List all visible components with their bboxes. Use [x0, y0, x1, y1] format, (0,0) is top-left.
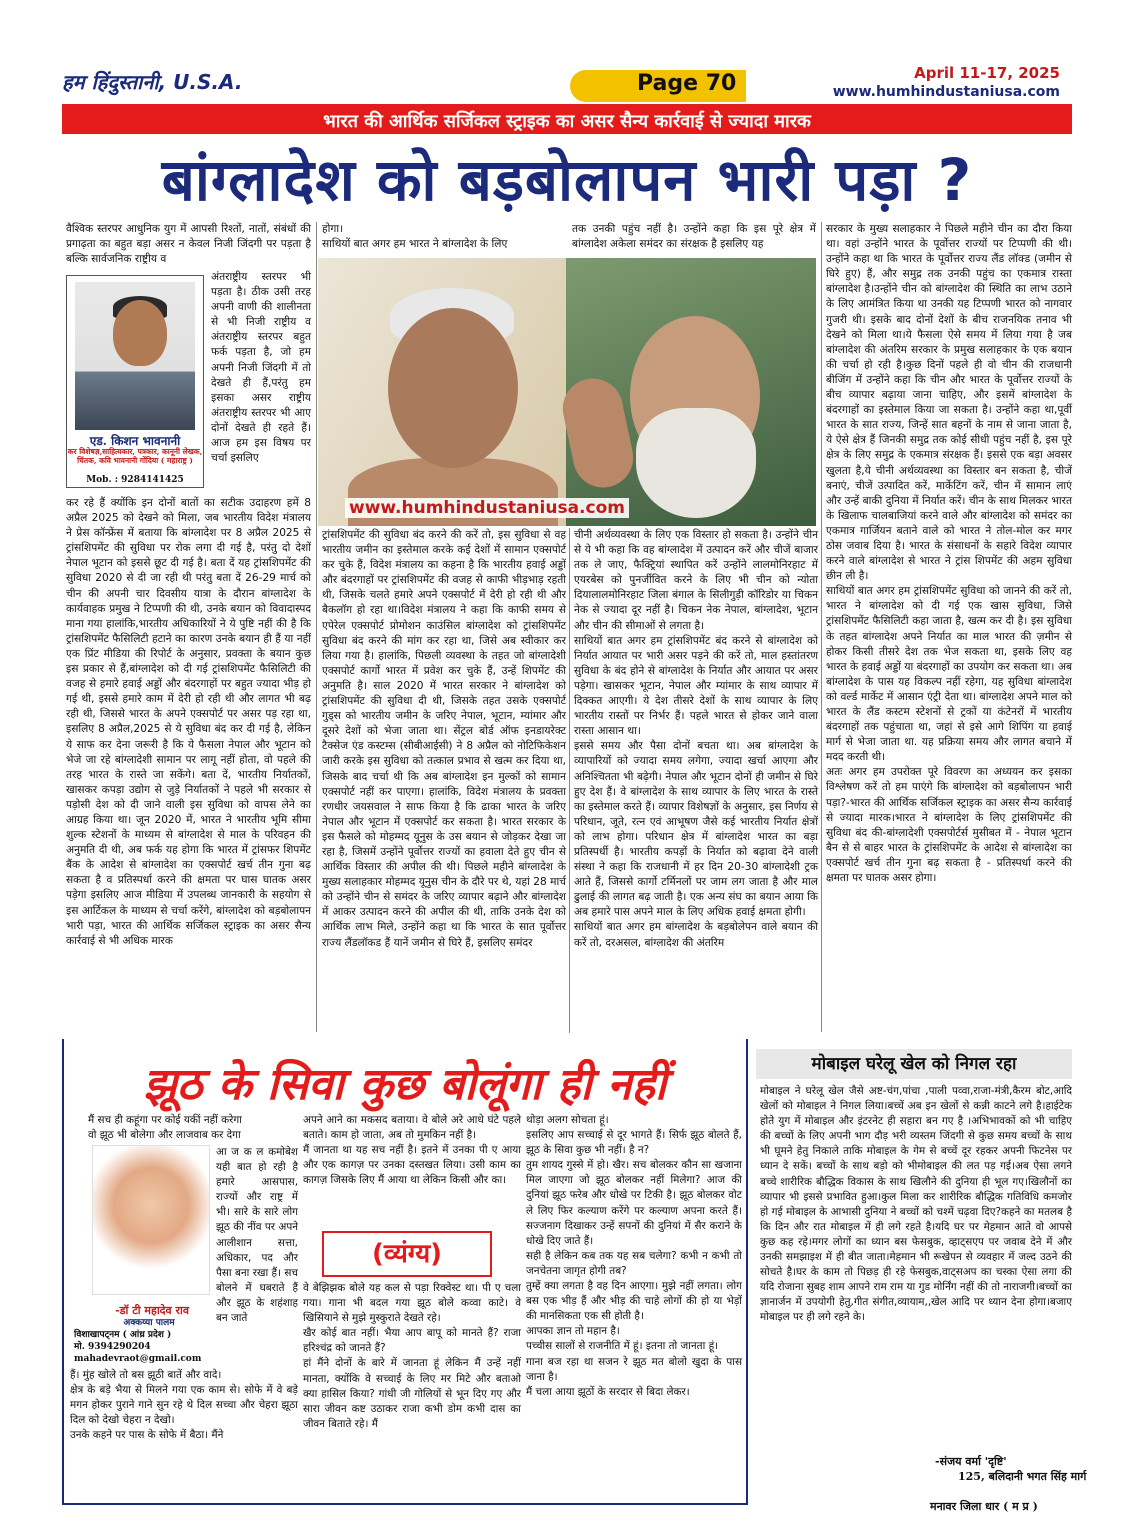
author-photo	[75, 282, 195, 430]
satire-tag: (व्यंग्य)	[322, 1231, 492, 1277]
author-name: एड. किशन भावनानी	[89, 434, 181, 448]
column-divider	[316, 222, 317, 1032]
satire-col2-bottom: वे बेझिझक बोले यह कल से पड़ा रिक्वेस्ट था। पी ए चला गया। गाना भी बदल गया झूठ बोले कव्वा काटे। वे खिसियाने से मुझे मुस्कुराते देखते रहे। खैर कोई बात नहीं। भैया आप बापू को मानते हैं? राजा हरिश्चंद्र को जानते हैं? हां मैंने दोनों के बारे में जानता हूं लेकिन मैं उन्हें नहीं मानता, क्योंकि वे सच्चाई के लिए मर मिटे और बताओ क्या हासिल किया? गांधी जी गोलियों से भून दिए गए और सारा जीवन कष्ट उठाकर राजा कभी डोम कभी दास का जीवन बिताते रहे। मैं	[303, 1282, 521, 1430]
col3-top: तक उनकी पहुंच नहीं है। उन्होंने कहा कि इस पूरे क्षेत्र में बांग्लादेश अकेला समंदर का संरक्षक है इसलिए यह	[572, 223, 816, 251]
col2-bottom: ट्रांसशिपमेंट की सुविधा बंद करने की करें तो, इस सुविधा से वह भारतीय जमीन का इस्तेमाल करके कई देशों में सामान एक्सपोर्ट कर चुके हैं, विदेश मंत्रालय का कहना है कि भारतीय हवाई अड्डों और बंदरगाहों पर ट्रांसशिपमेंट की वजह से काफी भीड़भाड़ रहती थी, जिसके चलते हमारे अपने एक्सपोर्ट में देरी हो रही थी और बैकलॉग हो रहा था।विदेश मंत्रालय ने कहा कि काफी समय से एपेरेल एक्सपोर्ट प्रोमोशन काउंसिल बांग्लादेश को ट्रांसशिपमेंट सुविधा बंद करने की मांग कर रहा था, जिसे अब स्वीकार कर लिया गया है। हालांकि, पिछली व्यवस्था के तहत जो बांग्लादेशी एक्सपोर्ट कार्गो भारत में प्रवेश कर चुके हैं, उन्हें शिपमेंट की अनुमति है। साल 2020 में भारत सरकार ने बांग्लादेश को ट्रांसशिपमेंट की सुविधा दी थी, जिसके तहत उसके एक्सपोर्ट गुड्स को भारतीय जमीन के जरिए नेपाल, भूटान, म्यांमार और दूसरे देशों को भेजा जाता था। सेंट्रल बोर्ड ऑफ इनडायरेक्ट टैक्सेज एंड कस्टम्स (सीबीआईसी) ने 8 अप्रैल को नोटिफिकेशन जारी करके इस सुविधा को तत्काल प्रभाव से खत्म कर दिया था, जिसके बाद चर्चा थी कि अब बांग्लादेश इन मुल्कों को सामान एक्सपोर्ट नहीं कर पाएगा। हालांकि, विदेश मंत्रालय के प्रवक्ता रणधीर जयसवाल ने साफ किया है कि ढाका भारत के जरिए नेपाल और भूटान में एक्सपोर्ट कर सकता है। भारत सरकार के इस फैसले को मोहम्मद यूनुस के उस बयान से जोड़कर देखा जा रहा है, जिसमें उन्होंने पूर्वोत्तर राज्यों का हवाला देते हुए चीन से आर्थिक विस्तार की अपील की थी। पिछले महीने बांग्लादेश के मुख्य सलाहकार मोहम्मद यूनुस चीन के दौरे पर थे, यहां 28 मार्च को उन्होंने चीन से समंदर के जरिए व्यापार बढ़ाने और बांग्लादेश में आकर उत्पादन करने की अपील की थी, ताकि उनके देश को आर्थिक लाभ मिले, उन्होंने कहा था कि भारत के सात पूर्वोत्तर राज्य लैंडलॉकड हैं यानें जमीन से घिरे हैं, इसलिए समंदर	[322, 529, 566, 949]
col1-top: वैश्विक स्तरपर आधुनिक युग में आपसी रिश्तों, नातों, संबंधों की प्रगाढ़ता का बहुत बड़ा असर न केवल निजी जिंदगी पर पड़ता है बल्कि सार्वजनिक राष्ट्रीय व	[66, 223, 311, 266]
col4: सरकार के मुख्य सलाहकार ने पिछले महीने चीन का दौरा किया था। वहां उन्होंने भारत के पूर्वोत्तर राज्यों पर टिप्पणी की थी। उन्होंने कहा था कि भारत के पूर्वोत्तर राज्य लैंड लॉक्ड (जमीन से घिरे हुए) हैं, और समुद्र तक उनकी पहुंच का एकमात्र रास्ता बांग्लादेश है।उन्होंने चीन को बांग्लादेश की स्थिति का लाभ उठाने के लिए आमंत्रित किया था उनकी यह टिप्पणी भारत को नागवार गुजरी थी। इसके बाद दोनों देशों के बीच राजनयिक तनाव भी देखने को मिला था।ये फैसला ऐसे समय में लिया गया है जब बांग्लादेश की अंतरिम सरकार के प्रमुख सलाहकार के एक बयान की चर्चा हो रही है।कुछ दिनों पहले ही वो चीन की राजधानी बीजिंग में उन्होंने कहा कि चीन और भारत के पूर्वोत्तर राज्यों के बीच व्यापार बढ़ाया जाना चाहिए, और इसमें बांग्लादेश के बंदरगाहों का इस्तेमाल किया जा सकता है। उन्होंने कहा था,पूर्वी भारत के सात राज्य, जिन्हें सात बहनों के नाम से जाना जाता है, ये ऐसे क्षेत्र हैं जिनकी समुद्र तक कोई सीधी पहुंच नहीं है, इस पूरे क्षेत्र के लिए समुद्र के एकमात्र संरक्षक हैं। इससे एक बड़ा अवसर खुलता है,ये चीनी अर्थव्यवस्था का विस्तार बन सकता है, चीजें बनाएं, चीजें उत्पादित करें, मार्केटिंग करें, चीन में सामान लाएं और उन्हें बाकी दुनिया में निर्यात करें। चीन के साथ मिलकर भारत के खिलाफ चालबाजियां करने वाले और बांग्लादेश को समंदर का एकमात्र गार्जियन बताने वाले को भारत ने तोल-मोल कर मगर ठोस जवाब दिया है। भारत के संसाधनों के सहारे विदेश व्यापार करने वाले बांग्लादेश से भारत ने ट्रांस शिपमेंट की अहम सुविधा छीन ली है। साथियों बात अगर हम ट्रांसशिपमेंट सुविधा को जानने की करें तो, भारत ने बांग्लादेश को दी गई एक खास सुविधा, जिसे ट्रांसशिपमेंट फैसिलिटी कहा जाता है, खत्म कर दी है। इस सुविधा के तहत बांग्लादेश अपने निर्यात का माल भारत की ज़मीन से होकर किसी तीसरे देश तक भेज सकता था, इसके लिए वह भारत के हवाई अड्डों या बंदरगाहों का उपयोग कर सकता था। अब बांग्लादेश के पास यह विकल्प नहीं रहेगा, यह सुविधा बांग्लादेश को वर्ल्ड मार्केट में आसान एंट्री देता था। बांग्लादेश अपने माल को भारत के लैंड कस्टम स्टेशनों से ट्रकों या कंटेनरों में भारतीय बंदरगाहों तक पहुंचाता था, जहां से इसे आगे शिपिंग या हवाई मार्ग से भेजा जाता था. यह प्रक्रिया समय और लागत बचाने में मदद करती थी। अतः अगर हम उपरोक्त पूरे विवरण का अध्ययन कर इसका विश्लेषण करें तो हम पाएंगे कि बांग्लादेश को बड़बोलापन भारी पड़ा?-भारत की आर्थिक सर्जिकल स्ट्राइक का असर सैन्य कार्रवाई से ज्यादा मारक।भारत ने बांग्लादेश के लिए ट्रांसशिपमेंट की सुविधा बंद की-बांग्लादेशी एक्सपोर्टर्स मुसीबत में - नेपाल भूटान बैन से से बाहर भारत के ट्रांसशिपमेंट के आदेश से बांग्लादेश का एक्सपोर्ट खर्च तीन गुना बढ़ सकता है - प्रतिस्पर्धा करने की क्षमता पर घातक असर होगा।	[826, 223, 1072, 885]
story-kicker: भारत की आर्थिक सर्जिकल स्ट्राइक का असर सैन्य कार्रवाई से ज्यादा मारक	[62, 104, 1072, 134]
mobile-address-1: 125, बलिदानी भगत सिंह मार्ग	[958, 1470, 1087, 1483]
leaders-photo	[318, 258, 816, 526]
website-link[interactable]: www.humhindustaniusa.com	[832, 84, 1060, 100]
mobile-author: -संजय वर्मा 'दृष्टि'	[935, 1455, 1007, 1468]
issue-date: April 11-17, 2025	[914, 64, 1060, 82]
paper-name: हम हिंदुस्तानी, U.S.A.	[62, 70, 243, 94]
mobile-address-2: मनावर जिला धार ( म प्र )	[930, 1500, 1038, 1513]
satire-author-name: -डॉ टी महादेव राव	[115, 1304, 189, 1317]
satire-author-sketch	[92, 1145, 210, 1295]
satire-col2-top: अपने आने का मकसद बताया। वे बोले अरे आधे घंटे पहले बताते। काम हो जाता, अब तो मुमकिन नहीं है। मैं जानता था यह सच नहीं है। इतने में उनका पी ए आया और एक कागज़ पर उनका दस्तखत लिया। उसी काम का कागज़ जिसके लिए मैं आया था लेकिन किसी और का।	[303, 1114, 521, 1187]
satire-col3: थोड़ा अलग सोचता हूं। इसलिए आप सच्चाई से दूर भागते हैं। सिर्फ झूठ बोलते हैं, झूठ के सिवा कुछ भी नहीं। है न? तुम शायद गुस्से में हो। खैर। सच बोलकर कौन सा खजाना मिल जाएगा जो झूठ बोलकर नहीं मिलेगा? आज की दुनियां झूठ फरेब और धोखे पर टिकी है। झूठ बोलकर वोट ले लिए फिर कल्याण करेंगे पर कल्याण अपना करते हैं। सज्जनाग दिखाकर उन्हें सपनों की दुनियां में सैर कराने के धोखे दिए जाते हैं। सही है लेकिन कब तक यह सब चलेगा? कभी न कभी तो जनचेतना जागृत होगी तब? तुम्हें क्या लगता है वह दिन आएगा। मुझे नहीं लगता। लोग बस एक भीड़ हैं और भीड़ की चाहे लोगों की हो या भेड़ों की मानसिकता एक सी होती है। आपका ज्ञान तो महान है। पच्चीस सालों से राजनीति में हूं। इतना तो जानता हूं। गाना बज रहा था सजन रे झूठ मत बोलो खुदा के पास जाना है। मैं चला आया झूठों के सरदार से बिदा लेकर।	[526, 1114, 742, 1398]
author-role: कर विशेषज्ञ,साहित्यकार, पत्रकार, कानूनी लेखक, चिंतक, कवि भावनानी गोंदिया ( महाराष्ट्र )	[67, 447, 203, 465]
col1-rest: कर रहे हैं क्योंकि इन दोनों बातों का सटीक उदाहरण हमें 8 अप्रैल 2025 को देखने को मिला, जब भारतीय विदेश मंत्रालय ने प्रेस कॉन्फ्रेंस में बताया कि बांग्लादेश पर 8 अप्रैल 2025 से ट्रांसशिपमेंट की सुविधा पर रोक लगा दी गई है, परंतु दो देशों नेपाल भूटान को इससे छूट दी गई है। बता दें यह ट्रांसशिपमेंट की सुविधा 2020 से दी जा रही थी परंतु बता दें 26-29 मार्च को चीन की अपनी चार दिवसीय यात्रा के दौरान बांग्लादेश के कार्यवाहक प्रमुख ने टिप्पणी की थी, उनके बयान को विवादास्पद माना गया हालांकि,भारतीय अधिकारियों ने ये पुष्टि नहीं की है कि ट्रांसशिपमेंट फैसिलिटी हटाने का कारण उनके बयान ही हैं या नहीं एक प्रिंट मीडिया की रिपोर्ट के अनुसार, प्रवक्ता के बयान कुछ इस प्रकार से हैं,बांग्लादेश को दी गई ट्रांसशिपमेंट फैसिलिटी की वजह से हमारे हवाई अड्डों और बंदरगाहों पर बहुत ज्यादा भीड़ हो गई थी, इससे हमारे काम में देरी हो रही थी और लागत भी बढ़ रही थी, जिससे भारत के अपने एक्सपोर्ट पर असर पड़ रहा था, इसलिए 8 अप्रैल,2025 से ये सुविधा बंद कर दी गई है, लेकिन ये साफ कर देना जरूरी है कि ये फैसला नेपाल और भूटान को भेजे जा रहे बांग्लादेशी सामान पर लागू नहीं होता, वो पहले की तरह भारत के रास्ते जा सकेंगे। बता दें, भारतीय निर्यातकों, खासकर कपड़ा उद्योग से जुड़े निर्यातकों ने पहले भी सरकार से पड़ोसी देश को दी जाने वाली इस सुविधा को वापस लेने का आग्रह किया था। जून 2020 में, भारत ने भारतीय भूमि सीमा शुल्क स्टेशनों के माध्यम से बांग्लादेश से माल के परिवहन की अनुमति दी थी, अब फर्क यह होगा कि भारत में ट्रांसफर शिपमेंट बैंक के आदेश से बांग्लादेश का एक्सपोर्ट खर्च तीन गुना बढ़ सकता है व प्रतिस्पर्धा करने की क्षमता पर घास घातक असर पड़ेगा इसलिए आज मीडिया में उपलब्ध जानकारी के सहयोग से इस आर्टिकल के माध्यम से चर्चा करेंगे, बांग्लादेश को बड़बोलापन भारी पड़ा, भारत की आर्थिक सर्जिकल स्ट्राइक का असर सैन्य कार्रवाई से भी अधिक मारक	[66, 497, 311, 947]
col2-top: होगा। साथियों बात अगर हम भारत ने बांग्लादेश के लिए	[322, 223, 508, 251]
satire-headline: झूठ के सिवा कुछ बोलूंगा ही नहीं	[143, 1059, 667, 1110]
satire-author-card	[74, 1145, 213, 1375]
col1-side: अंतराष्ट्रीय स्तरपर भी पड़ता है। ठीक उसी तरह अपनी वाणी की शालीनता से भी निजी राष्ट्रीय व अंतराष्ट्रीय स्तरपर बहुत फर्क पड़ता है, जो हम अपनी निजी जिंदगी में तो देखते ही हैं,परंतु हम इसका असर राष्ट्रीय अंतराष्ट्रीय स्तरपर भी आए दोनों देखते ही रहते हैं। आज हम इस विषय पर चर्चा इसलिए	[211, 271, 311, 465]
photo-watermark: www.humhindustaniusa.com	[345, 498, 629, 518]
satire-col1-rest: हैं। मुंह खोले तो बस झूठी बातें और वादे। क्षेत्र के बड़े भैया से मिलने गया एक काम से। सोफे में वे बड़े मगन होकर पुराने गाने सुन रहे थे दिल सच्चा और चेहरा झूठा दिल को देखो चेहरा न देखो। उनके कहने पर पास के सोफे में बैठा। मैंने	[70, 1369, 298, 1442]
satire-col1-side: आ ज क ल कमोबेश यही बात हो रही है हमारे आसपास, राज्यों और राष्ट्र में भी। सारे के सारे लोग झूठ की नींव पर अपने आलीशान सत्ता, अधिकार, पद और पैसा बना रखा हैं। सच बोलने में घबराते हैं और झूठ के शहंशाह बन जाते	[216, 1146, 298, 1325]
main-headline: बांग्लादेश को बड़बोलापन भारी पड़ा ?	[161, 146, 973, 214]
author-mobile: Mob. : 9284141425	[86, 475, 184, 485]
column-divider	[821, 222, 822, 1032]
masthead	[62, 64, 1072, 104]
page-number: Page 70	[637, 71, 737, 96]
mobile-headline: मोबाइल घरेलू खेल को निगल रहा	[756, 1049, 1072, 1079]
author-photo-card	[66, 275, 204, 488]
column-divider	[569, 528, 570, 1033]
mobile-body: मोबाइल ने घरेलू खेल जैसे अष्ट-चंग,पांचा ,पाली पव्वा,राजा-मंत्री,कैरम बोट,आदि खेलों को मोबाइल ने निगल लिया।बच्चें अब इन खेलों से कन्नी काटने लगे है।हाईटेक होते युग में मोबाइल और इंटरनेट ही सहारा बन गए है ।अभिभावकों को भी चाहिए की बच्चों के लिए अपनी भाग दौड़ भरी व्यस्तम जिंदगी से कुछ समय बच्चों के साथ भी घूमने हेतु निकाले ताकि मोबाइल के गेम से बच्चें दूर रहकर अपनी फिटनेस पर ध्यान दे सकें। बच्चों के साथ बड़ो को भीमोबाइल की लत पड़ गई।अब ऐसा लगने बच्चे शारीरिक बौद्धिक विकास के साथ खिलौने की दुनिया ही भूल गए।खिलौनों का व्यापार भी इससे प्रभावित हुआ।कुल मिला कर शारीरिक बौद्धिक गतिविधि कमजोर हो गई मोबाइल के आभासी दुनिया ने बच्चों को चश्में चढ़वा दिए?कहने का मतलब है कि दिन और रात मोबाइल में ही लगे रहते है।यदि घर पर मेहमान आते वो आपसे कुछ कह रहे।मगर लोगों का ध्यान बस फेसबुक, व्हाट्सएप पर जवाब देने में और उनकी समझाइश में ही बीत जाता।मेहमान भी रूखेपन से व्यवहार में जल्द उठने की सोचते है।घर के काम तो पिछड़ ही रहे फेसबुक,वाट्सअप का चस्का ऐसा लगा की यदि रोजाना सुबह शाम आपने राम राम या गुड मोर्निंग नहीं की तो नाराजगी।बच्चों का ज्ञानार्जन में उपयोगी हेतु,गीत संगीत,व्यायाम,,खेल आदि पर ध्यान देना होगा।बजाए मोबाइल पर ही लगे रहने के।	[760, 1085, 1072, 1324]
col3-bottom: चीनी अर्थव्यवस्था के लिए एक विस्तार हो सकता है। उन्होंने चीन से ये भी कहा कि वह बांग्लादेश में उत्पादन करें और चीजें बाजार तक ले जाए, फैक्ट्रियां स्थापित करें उन्होंने लालमोनिरहाट में एयरबेस को पुनर्जीवित करने के लिए भी चीन को न्योता दियालालमोनिरहाट जिला बंगाल के सिलीगुड़ी कॉरिडोर या चिकन नेक से ज्यादा दूर नहीं है। चिकन नेक नेपाल, बांग्लादेश, भूटान और चीन की सीमाओं से लगता है। साथियों बात अगर हम ट्रांसशिपमेंट बंद करने से बांग्लादेश को निर्यात आयात पर भारी असर पड़ने की करें तो, माल हस्तांतरण सुविधा के बंद होने से बांग्लादेश के निर्यात और आयात पर असर पड़ेगा। खासकर भूटान, नेपाल और म्यांमार के साथ व्यापार में दिक्कत आएगी। ये देश तीसरे देशों के साथ व्यापार के लिए भारतीय रास्तों पर निर्भर हैं। पहले भारत से होकर जाने वाला रास्ता आसान था। इससे समय और पैसा दोनों बचता था। अब बांग्लादेश के व्यापारियों को ज्यादा समय लगेगा, ज्यादा खर्चा आएगा और अनिश्चितता भी बढ़ेगी। नेपाल और भूटान दोनों ही जमीन से घिरे हुए देश हैं। वे बांग्लादेश के साथ व्यापार के लिए भारत के रास्ते का इस्तेमाल करते हैं। व्यापार विशेषज्ञों के अनुसार, इस निर्णय से परिधान, जूते, रत्न एवं आभूषण जैसे कई भारतीय निर्यात क्षेत्रों को लाभ होगा। परिधान क्षेत्र में बांग्लादेश भारत का बड़ा प्रतिस्पर्धी है। भारतीय कपड़ों के निर्यात को बढ़ावा देने वाली संस्था ने कहा कि राजधानी में हर दिन 20-30 बांग्लादेशी ट्रक आते हैं, जिससे कार्गो टर्मिनलों पर जाम लग जाता है और माल ढुलाई की लागत बढ़ जाती है। एक अन्य संघ का बयान आया कि अब हमारे पास अपने माल के लिए अधिक हवाई क्षमता होगी। साथियों बात अगर हम बांग्लादेश के बड़बोलेपन वाले बयान की करें तो, दरअसल, बांग्लादेश की अंतरिम	[574, 529, 818, 949]
satire-col1-top: मैं सच ही कहूंगा पर कोई यकीं नहीं करेगा वो झूठ भी बोलेगा और लाजवाब कर देगा	[88, 1114, 242, 1142]
satire-author-details: अक्कय्या पालम विशाखापट्नम ( आंध्र प्रदेश ) मो. 9394290204 mahadevraot@gmail.com	[74, 1318, 202, 1364]
